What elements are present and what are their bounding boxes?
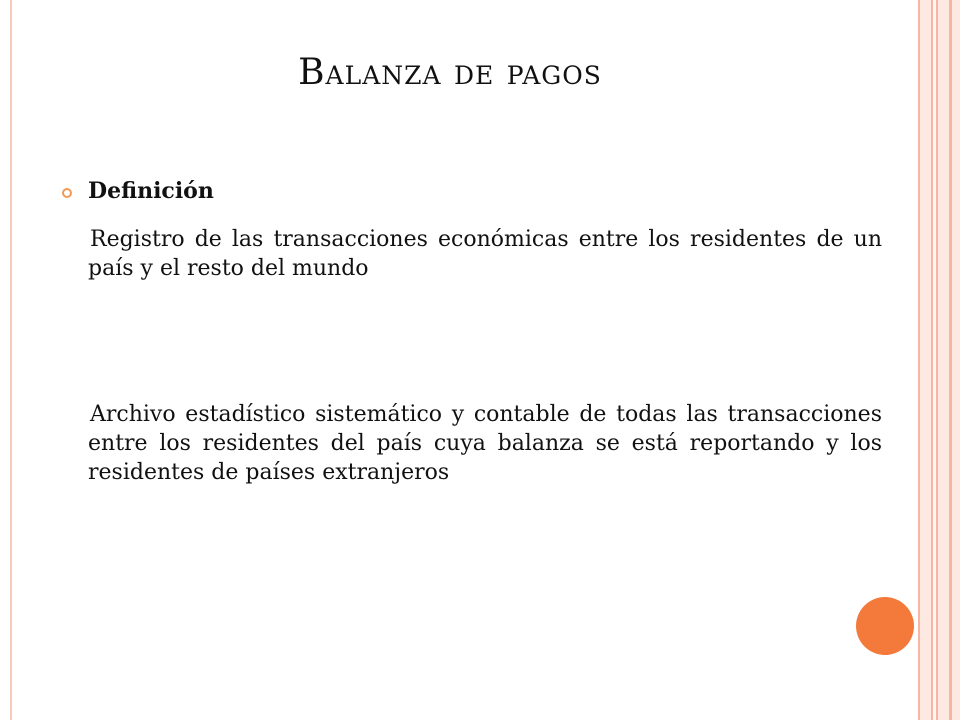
slide-title: Balanza de pagos [298, 52, 602, 93]
decorative-circle-icon [856, 597, 914, 655]
definition-paragraph-2: Archivo estadístico sistemático y contable de todas las transacciones entre los residentes del país cuya balanza se está reportando y los residentes de países extranjeros [88, 402, 882, 485]
right-stripe-decoration [918, 0, 960, 720]
definition-paragraph-1: Registro de las transacciones económicas entre los residentes de un país y el resto del mundo [88, 227, 882, 281]
bullet-circle-icon [62, 188, 72, 198]
definition-heading: Definición [88, 178, 214, 204]
left-border-line [10, 0, 12, 720]
